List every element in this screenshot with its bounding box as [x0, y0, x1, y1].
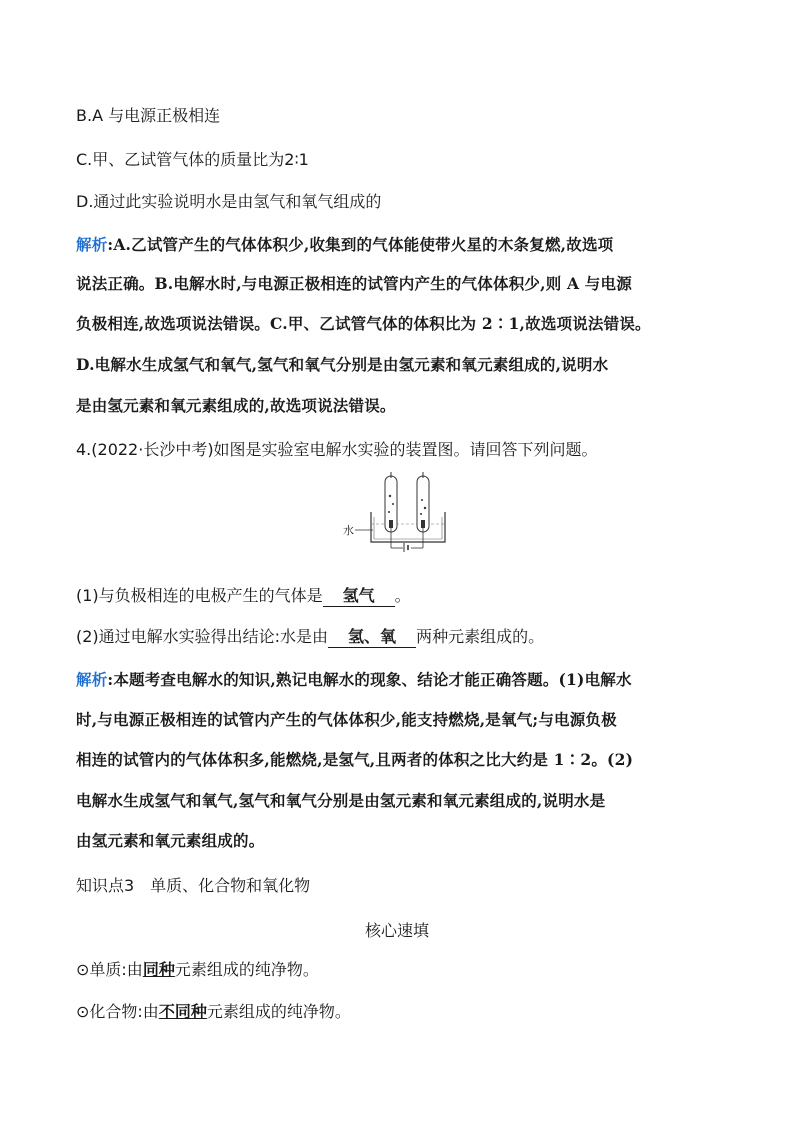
- analysis-1-text-1: :A.乙试管产生的气体体积少,收集到的气体能使带火星的木条复燃,故选项: [107, 235, 614, 254]
- definition-element: [76, 960, 319, 980]
- analysis-1-line-2: 说法正确。B.电解水时,与电源正极相连的试管内产生的气体体积少,则 A 与电源: [76, 274, 632, 293]
- question-4-part-2: [76, 627, 544, 648]
- q2-prefix: (2)通过电解水实验得出结论:水是由: [76, 627, 329, 646]
- question-4-stem: 4.(2022·长沙中考)如图是实验室电解水实验的装置图。请回答下列问题。: [76, 440, 598, 459]
- q2-suffix: 两种元素组成的。: [416, 627, 545, 646]
- analysis-1-line-4: D.电解水生成氢气和氧气,氢气和氧气分别是由氢元素和氧元素组成的,说明水: [76, 355, 609, 374]
- option-c: C.甲、乙试管气体的质量比为2∶1: [76, 150, 309, 169]
- item1-prefix: 单质:由: [89, 960, 143, 979]
- knowledge-point-heading: 知识点3 单质、化合物和氧化物: [76, 876, 311, 895]
- q1-prefix: (1)与负极相连的电极产生的气体是: [76, 586, 323, 605]
- option-b: B.A 与电源正极相连: [76, 106, 221, 125]
- analysis-1-line-5: 是由氢元素和氧元素组成的,故选项说法错误。: [76, 396, 396, 415]
- water-label: 水: [343, 524, 354, 537]
- item2-prefix: 化合物:由: [89, 1002, 159, 1021]
- analysis-1-line-3: 负极相连,故选项说法错误。C.甲、乙试管气体的体积比为 2∶1,故选项说法错误。: [76, 314, 651, 333]
- bullet-icon: ⊙: [76, 960, 90, 979]
- q1-answer: 氢气: [323, 586, 395, 607]
- item2-suffix: 元素组成的纯净物。: [206, 1002, 351, 1021]
- analysis-2-line-5: 由氢元素和氧元素组成的。: [76, 831, 265, 850]
- definition-compound: [76, 1002, 351, 1022]
- bullet-icon: ⊙: [76, 1002, 90, 1021]
- item1-answer: 同种: [142, 960, 175, 979]
- analysis-1-line-1: [76, 235, 613, 255]
- q1-suffix: 。: [394, 586, 411, 605]
- analysis-label: 解析: [76, 670, 108, 689]
- question-4-part-1: [76, 586, 411, 607]
- electrolysis-apparatus: [343, 472, 463, 552]
- option-d: D.通过此实验说明水是由氢气和氧气组成的: [76, 192, 382, 211]
- analysis-2-line-2: 时,与电源正极相连的试管内产生的气体体积少,能支持燃烧,是氧气;与电源负极: [76, 710, 617, 729]
- analysis-2-text-1: :本题考查电解水的知识,熟记电解水的现象、结论才能正确答题。(1)电解水: [107, 670, 632, 689]
- analysis-2-line-4: 电解水生成氢气和氧气,氢气和氧气分别是由氢元素和氧元素组成的,说明水是: [76, 791, 606, 810]
- item1-suffix: 元素组成的纯净物。: [174, 960, 319, 979]
- item2-answer: 不同种: [158, 1002, 207, 1021]
- analysis-label: 解析: [76, 235, 108, 254]
- electrolysis-figure: [343, 472, 463, 552]
- q2-answer: 氢、氧: [328, 627, 416, 648]
- core-fill-subheading: 核心速填: [364, 921, 429, 940]
- analysis-2-line-3: 相连的试管内的气体体积多,能燃烧,是氢气,且两者的体积之比大约是 1∶2。(2): [76, 750, 634, 769]
- analysis-2-line-1: [76, 670, 632, 690]
